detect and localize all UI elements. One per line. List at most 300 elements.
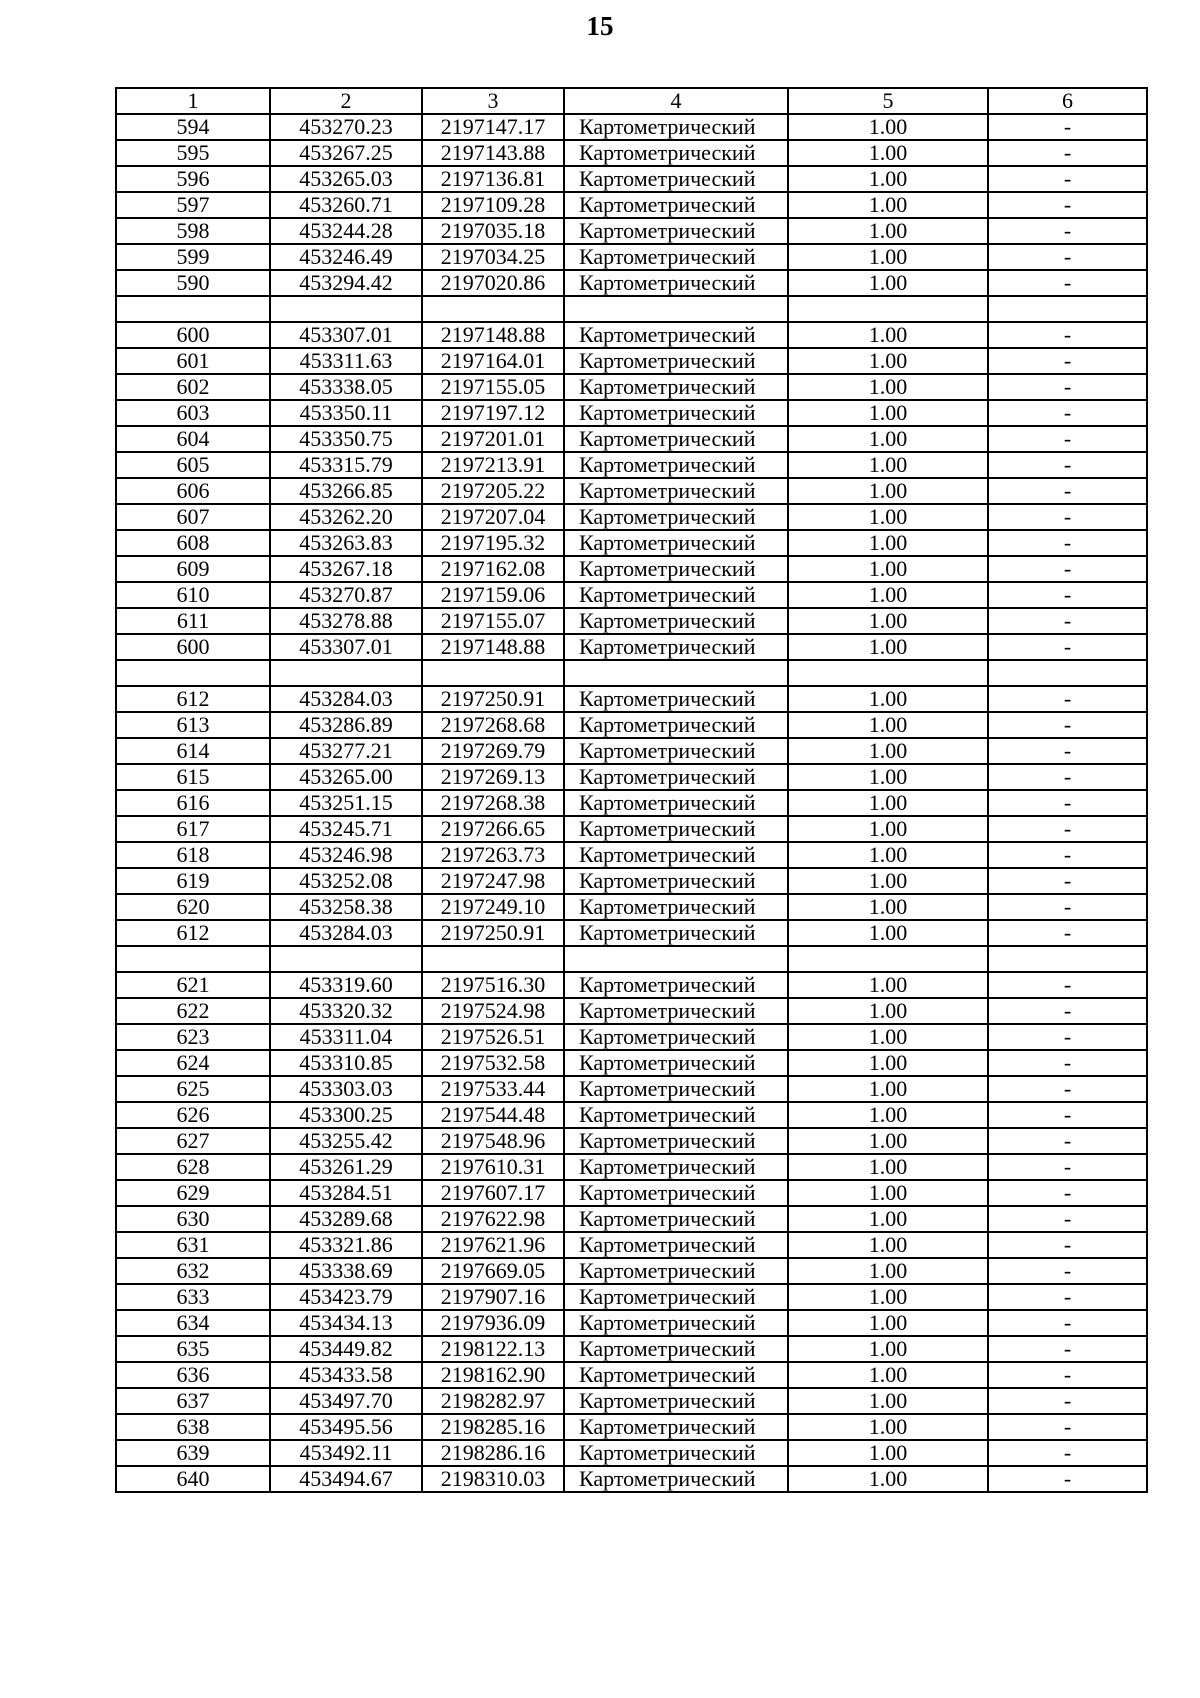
cell-y-coordinate: 2197201.01: [422, 426, 564, 452]
cell-y-coordinate: 2197148.88: [422, 322, 564, 348]
cell-accuracy: 1.00: [788, 1466, 988, 1492]
cell-method: Картометрический: [564, 582, 788, 608]
cell-note: -: [988, 920, 1147, 946]
cell-method: Картометрический: [564, 1362, 788, 1388]
cell-method: Картометрический: [564, 478, 788, 504]
table-row: [116, 556, 1147, 582]
cell-accuracy: 1.00: [788, 478, 988, 504]
cell-x-coordinate: 453321.86: [270, 1232, 422, 1258]
cell-x-coordinate: 453267.25: [270, 140, 422, 166]
cell-x-coordinate: 453310.85: [270, 1050, 422, 1076]
cell-x-coordinate: 453300.25: [270, 1102, 422, 1128]
cell-y-coordinate: 2197213.91: [422, 452, 564, 478]
cell-point-number: 611: [116, 608, 270, 634]
table-row: [116, 114, 1147, 140]
cell-accuracy: 1.00: [788, 530, 988, 556]
header-cell-1: 1: [116, 88, 270, 114]
cell-accuracy: 1.00: [788, 1414, 988, 1440]
cell-note: -: [988, 1024, 1147, 1050]
cell-method: Картометрический: [564, 816, 788, 842]
cell-x-coordinate: 453350.11: [270, 400, 422, 426]
header-cell-5: 5: [788, 88, 988, 114]
cell-note: -: [988, 400, 1147, 426]
cell-method: Картометрический: [564, 400, 788, 426]
cell-y-coordinate: 2197532.58: [422, 1050, 564, 1076]
table-row: [116, 140, 1147, 166]
cell-point-number: 608: [116, 530, 270, 556]
cell-y-coordinate: 2197205.22: [422, 478, 564, 504]
table-row: [116, 972, 1147, 998]
cell-y-coordinate: 2198310.03: [422, 1466, 564, 1492]
cell-note: -: [988, 348, 1147, 374]
cell-y-coordinate: 2197162.08: [422, 556, 564, 582]
cell-accuracy: 1.00: [788, 426, 988, 452]
cell-y-coordinate: 2197155.05: [422, 374, 564, 400]
table-row: [116, 218, 1147, 244]
cell-note: -: [988, 608, 1147, 634]
cell-x-coordinate: 453294.42: [270, 270, 422, 296]
cell-note: -: [988, 816, 1147, 842]
cell-accuracy: 1.00: [788, 192, 988, 218]
cell-method: Картометрический: [564, 998, 788, 1024]
cell-x-coordinate: 453350.75: [270, 426, 422, 452]
cell-point-number: 636: [116, 1362, 270, 1388]
cell-y-coordinate: 2197159.06: [422, 582, 564, 608]
cell-x-coordinate: 453260.71: [270, 192, 422, 218]
cell-note: -: [988, 1154, 1147, 1180]
cell-y-coordinate: 2197250.91: [422, 920, 564, 946]
cell-y-coordinate: 2197907.16: [422, 1284, 564, 1310]
cell-note: -: [988, 192, 1147, 218]
header-cell-4: 4: [564, 88, 788, 114]
table-row: [116, 1414, 1147, 1440]
cell-accuracy: 1.00: [788, 114, 988, 140]
cell-point-number: 622: [116, 998, 270, 1024]
cell-method: Картометрический: [564, 1050, 788, 1076]
cell-method: Картометрический: [564, 1258, 788, 1284]
cell-note: -: [988, 426, 1147, 452]
cell-accuracy: 1.00: [788, 1258, 988, 1284]
cell-y-coordinate: 2197269.79: [422, 738, 564, 764]
cell-point-number: 612: [116, 686, 270, 712]
cell-point-number: [116, 296, 270, 322]
cell-accuracy: 1.00: [788, 322, 988, 348]
cell-method: Картометрический: [564, 790, 788, 816]
header-cell-3: 3: [422, 88, 564, 114]
cell-point-number: 630: [116, 1206, 270, 1232]
cell-x-coordinate: 453284.51: [270, 1180, 422, 1206]
cell-accuracy: [788, 660, 988, 686]
table-row: [116, 400, 1147, 426]
cell-note: -: [988, 972, 1147, 998]
table-row: [116, 504, 1147, 530]
cell-note: [988, 946, 1147, 972]
cell-x-coordinate: 453423.79: [270, 1284, 422, 1310]
cell-y-coordinate: [422, 296, 564, 322]
cell-note: -: [988, 556, 1147, 582]
table-row: [116, 1128, 1147, 1154]
cell-accuracy: 1.00: [788, 452, 988, 478]
cell-point-number: 621: [116, 972, 270, 998]
table-row: [116, 1232, 1147, 1258]
cell-y-coordinate: 2197526.51: [422, 1024, 564, 1050]
cell-point-number: 603: [116, 400, 270, 426]
cell-accuracy: 1.00: [788, 1102, 988, 1128]
cell-accuracy: 1.00: [788, 972, 988, 998]
cell-accuracy: 1.00: [788, 166, 988, 192]
cell-method: Картометрический: [564, 1310, 788, 1336]
cell-accuracy: 1.00: [788, 1362, 988, 1388]
cell-point-number: 620: [116, 894, 270, 920]
cell-y-coordinate: 2197268.38: [422, 790, 564, 816]
cell-x-coordinate: 453262.20: [270, 504, 422, 530]
cell-method: Картометрический: [564, 114, 788, 140]
cell-x-coordinate: 453270.87: [270, 582, 422, 608]
table-row: [116, 894, 1147, 920]
cell-point-number: 625: [116, 1076, 270, 1102]
table-row: [116, 1310, 1147, 1336]
cell-accuracy: 1.00: [788, 1440, 988, 1466]
cell-x-coordinate: 453320.32: [270, 998, 422, 1024]
cell-x-coordinate: 453277.21: [270, 738, 422, 764]
table-row: [116, 816, 1147, 842]
cell-method: [564, 946, 788, 972]
cell-method: Картометрический: [564, 972, 788, 998]
cell-y-coordinate: 2197247.98: [422, 868, 564, 894]
cell-point-number: 617: [116, 816, 270, 842]
cell-x-coordinate: 453497.70: [270, 1388, 422, 1414]
header-row: [116, 88, 1147, 114]
cell-accuracy: 1.00: [788, 712, 988, 738]
cell-note: -: [988, 868, 1147, 894]
table-row: [116, 686, 1147, 712]
table-row: [116, 452, 1147, 478]
cell-x-coordinate: 453311.63: [270, 348, 422, 374]
cell-x-coordinate: 453319.60: [270, 972, 422, 998]
table-row: [116, 790, 1147, 816]
table-separator-row: [116, 946, 1147, 972]
cell-note: -: [988, 244, 1147, 270]
cell-accuracy: 1.00: [788, 1024, 988, 1050]
cell-point-number: 640: [116, 1466, 270, 1492]
cell-y-coordinate: 2197020.86: [422, 270, 564, 296]
cell-accuracy: [788, 946, 988, 972]
cell-accuracy: 1.00: [788, 998, 988, 1024]
cell-note: -: [988, 738, 1147, 764]
cell-y-coordinate: 2197269.13: [422, 764, 564, 790]
cell-point-number: 612: [116, 920, 270, 946]
cell-accuracy: 1.00: [788, 764, 988, 790]
cell-method: Картометрический: [564, 1414, 788, 1440]
table-row: [116, 530, 1147, 556]
cell-point-number: 596: [116, 166, 270, 192]
cell-x-coordinate: 453270.23: [270, 114, 422, 140]
cell-note: -: [988, 530, 1147, 556]
table-row: [116, 842, 1147, 868]
cell-point-number: 623: [116, 1024, 270, 1050]
cell-note: -: [988, 1310, 1147, 1336]
table-row: [116, 374, 1147, 400]
table-row: [116, 608, 1147, 634]
cell-method: Картометрический: [564, 322, 788, 348]
cell-note: -: [988, 1076, 1147, 1102]
cell-note: -: [988, 166, 1147, 192]
cell-accuracy: 1.00: [788, 1336, 988, 1362]
cell-y-coordinate: 2197266.65: [422, 816, 564, 842]
cell-note: -: [988, 634, 1147, 660]
cell-y-coordinate: 2197197.12: [422, 400, 564, 426]
table-row: [116, 1050, 1147, 1076]
cell-method: Картометрический: [564, 452, 788, 478]
table-row: [116, 1180, 1147, 1206]
cell-accuracy: 1.00: [788, 634, 988, 660]
coordinates-table: [115, 87, 1148, 1493]
table-header: [116, 88, 1147, 114]
cell-note: -: [988, 452, 1147, 478]
cell-point-number: 613: [116, 712, 270, 738]
cell-method: Картометрический: [564, 686, 788, 712]
cell-accuracy: 1.00: [788, 556, 988, 582]
cell-method: Картометрический: [564, 1154, 788, 1180]
cell-x-coordinate: 453338.69: [270, 1258, 422, 1284]
cell-accuracy: 1.00: [788, 504, 988, 530]
cell-note: -: [988, 582, 1147, 608]
table-row: [116, 712, 1147, 738]
cell-y-coordinate: 2198285.16: [422, 1414, 564, 1440]
cell-method: Картометрический: [564, 1102, 788, 1128]
cell-y-coordinate: 2197936.09: [422, 1310, 564, 1336]
cell-method: Картометрический: [564, 374, 788, 400]
cell-method: Картометрический: [564, 1024, 788, 1050]
cell-note: -: [988, 1466, 1147, 1492]
cell-method: Картометрический: [564, 1466, 788, 1492]
cell-accuracy: 1.00: [788, 1232, 988, 1258]
cell-accuracy: 1.00: [788, 1206, 988, 1232]
cell-x-coordinate: 453258.38: [270, 894, 422, 920]
cell-x-coordinate: 453278.88: [270, 608, 422, 634]
cell-note: -: [988, 322, 1147, 348]
cell-x-coordinate: 453261.29: [270, 1154, 422, 1180]
cell-method: Картометрический: [564, 530, 788, 556]
cell-point-number: 604: [116, 426, 270, 452]
cell-accuracy: 1.00: [788, 218, 988, 244]
cell-point-number: 605: [116, 452, 270, 478]
table-row: [116, 1336, 1147, 1362]
cell-accuracy: 1.00: [788, 842, 988, 868]
cell-accuracy: 1.00: [788, 894, 988, 920]
cell-point-number: 595: [116, 140, 270, 166]
table-separator-row: [116, 660, 1147, 686]
cell-method: Картометрический: [564, 1440, 788, 1466]
table-row: [116, 582, 1147, 608]
cell-note: -: [988, 270, 1147, 296]
cell-x-coordinate: 453265.03: [270, 166, 422, 192]
cell-point-number: 639: [116, 1440, 270, 1466]
table-row: [116, 1466, 1147, 1492]
cell-note: -: [988, 1388, 1147, 1414]
cell-method: Картометрический: [564, 1232, 788, 1258]
cell-note: -: [988, 686, 1147, 712]
table-separator-row: [116, 296, 1147, 322]
cell-y-coordinate: 2197544.48: [422, 1102, 564, 1128]
cell-y-coordinate: 2197669.05: [422, 1258, 564, 1284]
cell-y-coordinate: 2197034.25: [422, 244, 564, 270]
table-row: [116, 1362, 1147, 1388]
cell-method: Картометрический: [564, 166, 788, 192]
cell-x-coordinate: 453315.79: [270, 452, 422, 478]
cell-accuracy: 1.00: [788, 244, 988, 270]
cell-accuracy: 1.00: [788, 270, 988, 296]
cell-method: Картометрический: [564, 1388, 788, 1414]
cell-method: Картометрический: [564, 738, 788, 764]
table-row: [116, 192, 1147, 218]
cell-point-number: 619: [116, 868, 270, 894]
cell-y-coordinate: 2197195.32: [422, 530, 564, 556]
cell-method: Картометрический: [564, 894, 788, 920]
cell-point-number: 618: [116, 842, 270, 868]
cell-point-number: 632: [116, 1258, 270, 1284]
cell-y-coordinate: 2197207.04: [422, 504, 564, 530]
cell-note: -: [988, 1258, 1147, 1284]
cell-method: Картометрический: [564, 920, 788, 946]
cell-accuracy: 1.00: [788, 400, 988, 426]
cell-accuracy: 1.00: [788, 868, 988, 894]
cell-method: Картометрический: [564, 1076, 788, 1102]
cell-method: Картометрический: [564, 1284, 788, 1310]
table-row: [116, 920, 1147, 946]
cell-point-number: 609: [116, 556, 270, 582]
cell-x-coordinate: 453267.18: [270, 556, 422, 582]
cell-note: -: [988, 712, 1147, 738]
cell-x-coordinate: 453245.71: [270, 816, 422, 842]
table-row: [116, 322, 1147, 348]
cell-accuracy: 1.00: [788, 920, 988, 946]
cell-point-number: 615: [116, 764, 270, 790]
cell-y-coordinate: 2198286.16: [422, 1440, 564, 1466]
cell-note: -: [988, 1232, 1147, 1258]
cell-note: -: [988, 842, 1147, 868]
cell-y-coordinate: 2197109.28: [422, 192, 564, 218]
cell-method: [564, 660, 788, 686]
cell-point-number: 626: [116, 1102, 270, 1128]
cell-x-coordinate: 453251.15: [270, 790, 422, 816]
cell-note: [988, 660, 1147, 686]
cell-x-coordinate: 453246.49: [270, 244, 422, 270]
cell-y-coordinate: 2198282.97: [422, 1388, 564, 1414]
page-number: 15: [586, 11, 614, 41]
cell-method: Картометрический: [564, 608, 788, 634]
cell-y-coordinate: 2197250.91: [422, 686, 564, 712]
cell-point-number: 598: [116, 218, 270, 244]
cell-accuracy: 1.00: [788, 816, 988, 842]
cell-point-number: 601: [116, 348, 270, 374]
cell-method: Картометрический: [564, 1336, 788, 1362]
cell-y-coordinate: 2197524.98: [422, 998, 564, 1024]
cell-y-coordinate: 2197268.68: [422, 712, 564, 738]
cell-x-coordinate: 453255.42: [270, 1128, 422, 1154]
cell-note: -: [988, 1414, 1147, 1440]
cell-note: [988, 296, 1147, 322]
table-row: [116, 478, 1147, 504]
cell-x-coordinate: [270, 660, 422, 686]
cell-x-coordinate: [270, 946, 422, 972]
table-row: [116, 166, 1147, 192]
cell-y-coordinate: 2197263.73: [422, 842, 564, 868]
cell-method: Картометрический: [564, 192, 788, 218]
cell-point-number: 633: [116, 1284, 270, 1310]
cell-note: -: [988, 1050, 1147, 1076]
table-row: [116, 1258, 1147, 1284]
table-row: [116, 244, 1147, 270]
cell-point-number: 606: [116, 478, 270, 504]
table-row: [116, 426, 1147, 452]
cell-note: -: [988, 1440, 1147, 1466]
cell-note: -: [988, 998, 1147, 1024]
cell-x-coordinate: 453244.28: [270, 218, 422, 244]
cell-note: -: [988, 764, 1147, 790]
table-row: [116, 270, 1147, 296]
table-row: [116, 1102, 1147, 1128]
table-row: [116, 998, 1147, 1024]
cell-method: Картометрический: [564, 764, 788, 790]
cell-y-coordinate: 2197622.98: [422, 1206, 564, 1232]
cell-point-number: 607: [116, 504, 270, 530]
cell-note: -: [988, 1206, 1147, 1232]
cell-y-coordinate: 2197164.01: [422, 348, 564, 374]
cell-point-number: 614: [116, 738, 270, 764]
cell-method: Картометрический: [564, 1206, 788, 1232]
cell-method: Картометрический: [564, 504, 788, 530]
cell-y-coordinate: 2198122.13: [422, 1336, 564, 1362]
cell-method: Картометрический: [564, 426, 788, 452]
cell-point-number: 638: [116, 1414, 270, 1440]
cell-note: -: [988, 504, 1147, 530]
cell-y-coordinate: 2197143.88: [422, 140, 564, 166]
cell-point-number: 624: [116, 1050, 270, 1076]
cell-accuracy: 1.00: [788, 1050, 988, 1076]
cell-note: -: [988, 1362, 1147, 1388]
cell-note: -: [988, 1336, 1147, 1362]
cell-accuracy: 1.00: [788, 686, 988, 712]
cell-note: -: [988, 1180, 1147, 1206]
cell-accuracy: 1.00: [788, 1284, 988, 1310]
table-row: [116, 1388, 1147, 1414]
cell-x-coordinate: 453338.05: [270, 374, 422, 400]
cell-x-coordinate: 453303.03: [270, 1076, 422, 1102]
cell-point-number: 634: [116, 1310, 270, 1336]
cell-y-coordinate: 2197607.17: [422, 1180, 564, 1206]
cell-method: Картометрический: [564, 270, 788, 296]
cell-note: -: [988, 140, 1147, 166]
table-body: [116, 114, 1147, 1492]
cell-y-coordinate: 2197621.96: [422, 1232, 564, 1258]
cell-point-number: 610: [116, 582, 270, 608]
cell-point-number: 597: [116, 192, 270, 218]
cell-y-coordinate: 2197136.81: [422, 166, 564, 192]
cell-accuracy: 1.00: [788, 1128, 988, 1154]
cell-method: Картометрический: [564, 842, 788, 868]
cell-y-coordinate: 2197155.07: [422, 608, 564, 634]
cell-x-coordinate: 453495.56: [270, 1414, 422, 1440]
cell-x-coordinate: 453284.03: [270, 686, 422, 712]
cell-y-coordinate: [422, 946, 564, 972]
cell-x-coordinate: 453286.89: [270, 712, 422, 738]
cell-accuracy: 1.00: [788, 790, 988, 816]
cell-method: Картометрический: [564, 218, 788, 244]
cell-accuracy: 1.00: [788, 374, 988, 400]
table-row: [116, 868, 1147, 894]
cell-x-coordinate: 453263.83: [270, 530, 422, 556]
